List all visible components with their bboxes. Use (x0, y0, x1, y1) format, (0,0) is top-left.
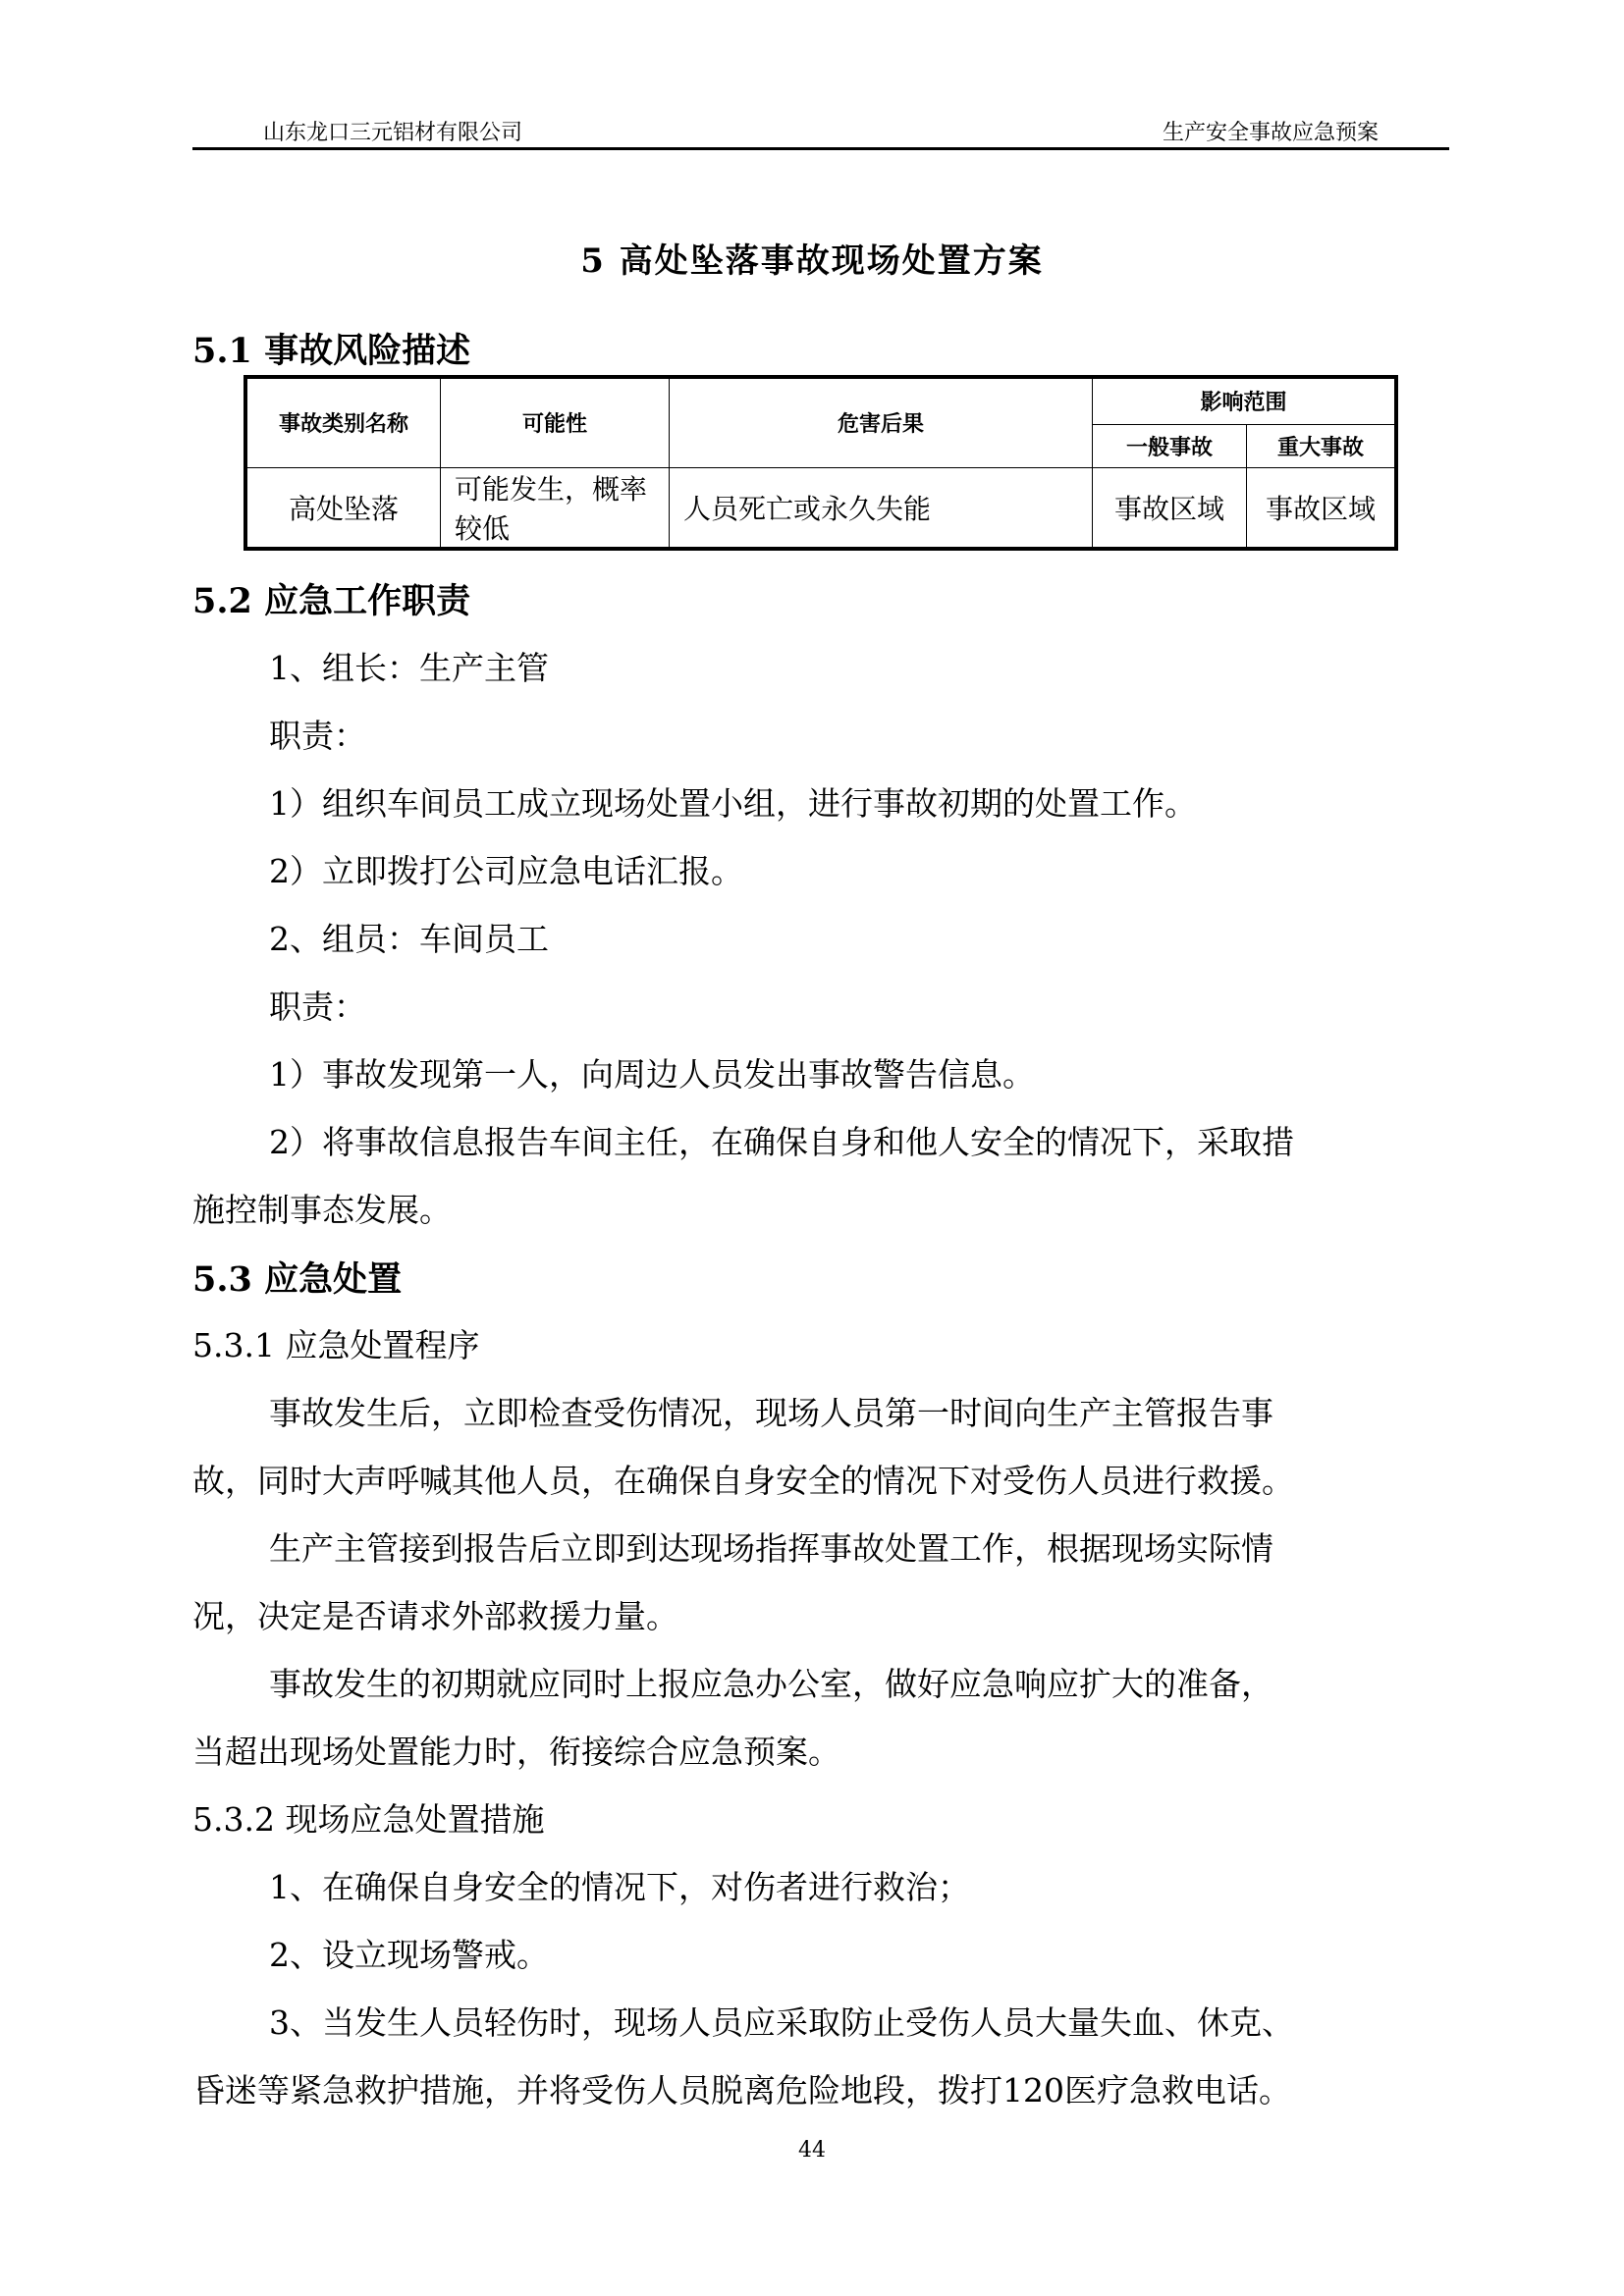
paragraph-line: 职责： (269, 988, 366, 1026)
paragraph-line: 事故发生的初期就应同时上报应急办公室，做好应急响应扩大的准备， (269, 1665, 1273, 1703)
paragraph-line: 生产主管接到报告后立即到达现场指挥事故处置工作，根据现场实际情 (269, 1529, 1273, 1568)
page-header (192, 114, 1449, 150)
cell-possibility-line-2: 较低 (455, 511, 511, 545)
company-name: 山东龙口三元铝材有限公司 (263, 121, 523, 145)
heading-5-2: 5.2 应急工作职责 (192, 581, 471, 621)
paragraph-line: 2）将事故信息报告车间主任，在确保自身和他人安全的情况下，采取措 (269, 1123, 1294, 1161)
heading-5-3-2: 5.3.2 现场应急处置措施 (192, 1800, 545, 1839)
paragraph-line: 施控制事态发展。 (192, 1191, 452, 1229)
cell-harm: 人员死亡或永久失能 (670, 467, 1093, 549)
header-possibility: 可能性 (441, 377, 670, 467)
header-general: 一般事故 (1093, 424, 1247, 467)
paragraph-line: 2、设立现场警戒。 (269, 1936, 549, 1974)
risk-table (244, 375, 1398, 551)
heading-5-1: 5.1 事故风险描述 (192, 331, 471, 371)
header-type: 事故类别名称 (245, 377, 441, 467)
header-harm: 危害后果 (670, 377, 1093, 467)
paragraph-line: 昏迷等紧急救护措施，并将受伤人员脱离危险地段，拨打120医疗急救电话。 (192, 2071, 1291, 2109)
heading-5-3: 5.3 应急处置 (192, 1259, 403, 1300)
paragraph-line: 况，决定是否请求外部救援力量。 (192, 1597, 678, 1635)
heading-5-3-1: 5.3.1 应急处置程序 (192, 1326, 480, 1364)
paragraph-line: 1）事故发现第一人，向周边人员发出事故警告信息。 (269, 1055, 1035, 1094)
paragraph-line: 1）组织车间员工成立现场处置小组，进行事故初期的处置工作。 (269, 784, 1197, 823)
page-number: 44 (798, 2138, 826, 2163)
section-title: 5 高处坠落事故现场处置方案 (580, 241, 1044, 281)
header-scope: 影响范围 (1093, 377, 1397, 424)
cell-general: 事故区域 (1093, 467, 1247, 549)
header-major: 重大事故 (1247, 424, 1397, 467)
paragraph-line: 当超出现场处置能力时，衔接综合应急预案。 (192, 1733, 840, 1771)
paragraph-line: 1、组长：生产主管 (269, 649, 549, 687)
cell-possibility (441, 467, 670, 549)
paragraph-line: 职责： (269, 717, 366, 755)
paragraph-line: 3、当发生人员轻伤时，现场人员应采取防止受伤人员大量失血、休克、 (269, 2003, 1294, 2042)
cell-type: 高处坠落 (245, 467, 441, 549)
paragraph-line: 故，同时大声呼喊其他人员，在确保自身安全的情况下对受伤人员进行救援。 (192, 1462, 1294, 1500)
cell-possibility-line-1: 可能发生，概率 (455, 472, 648, 506)
paragraph-line: 2、组员：车间员工 (269, 920, 549, 958)
cell-major: 事故区域 (1247, 467, 1397, 549)
document-title: 生产安全事故应急预案 (1162, 121, 1379, 145)
paragraph-line: 事故发生后，立即检查受伤情况，现场人员第一时间向生产主管报告事 (269, 1394, 1273, 1432)
paragraph-line: 1、在确保自身安全的情况下，对伤者进行救治； (269, 1868, 970, 1906)
paragraph-line: 2）立即拨打公司应急电话汇报。 (269, 852, 743, 890)
